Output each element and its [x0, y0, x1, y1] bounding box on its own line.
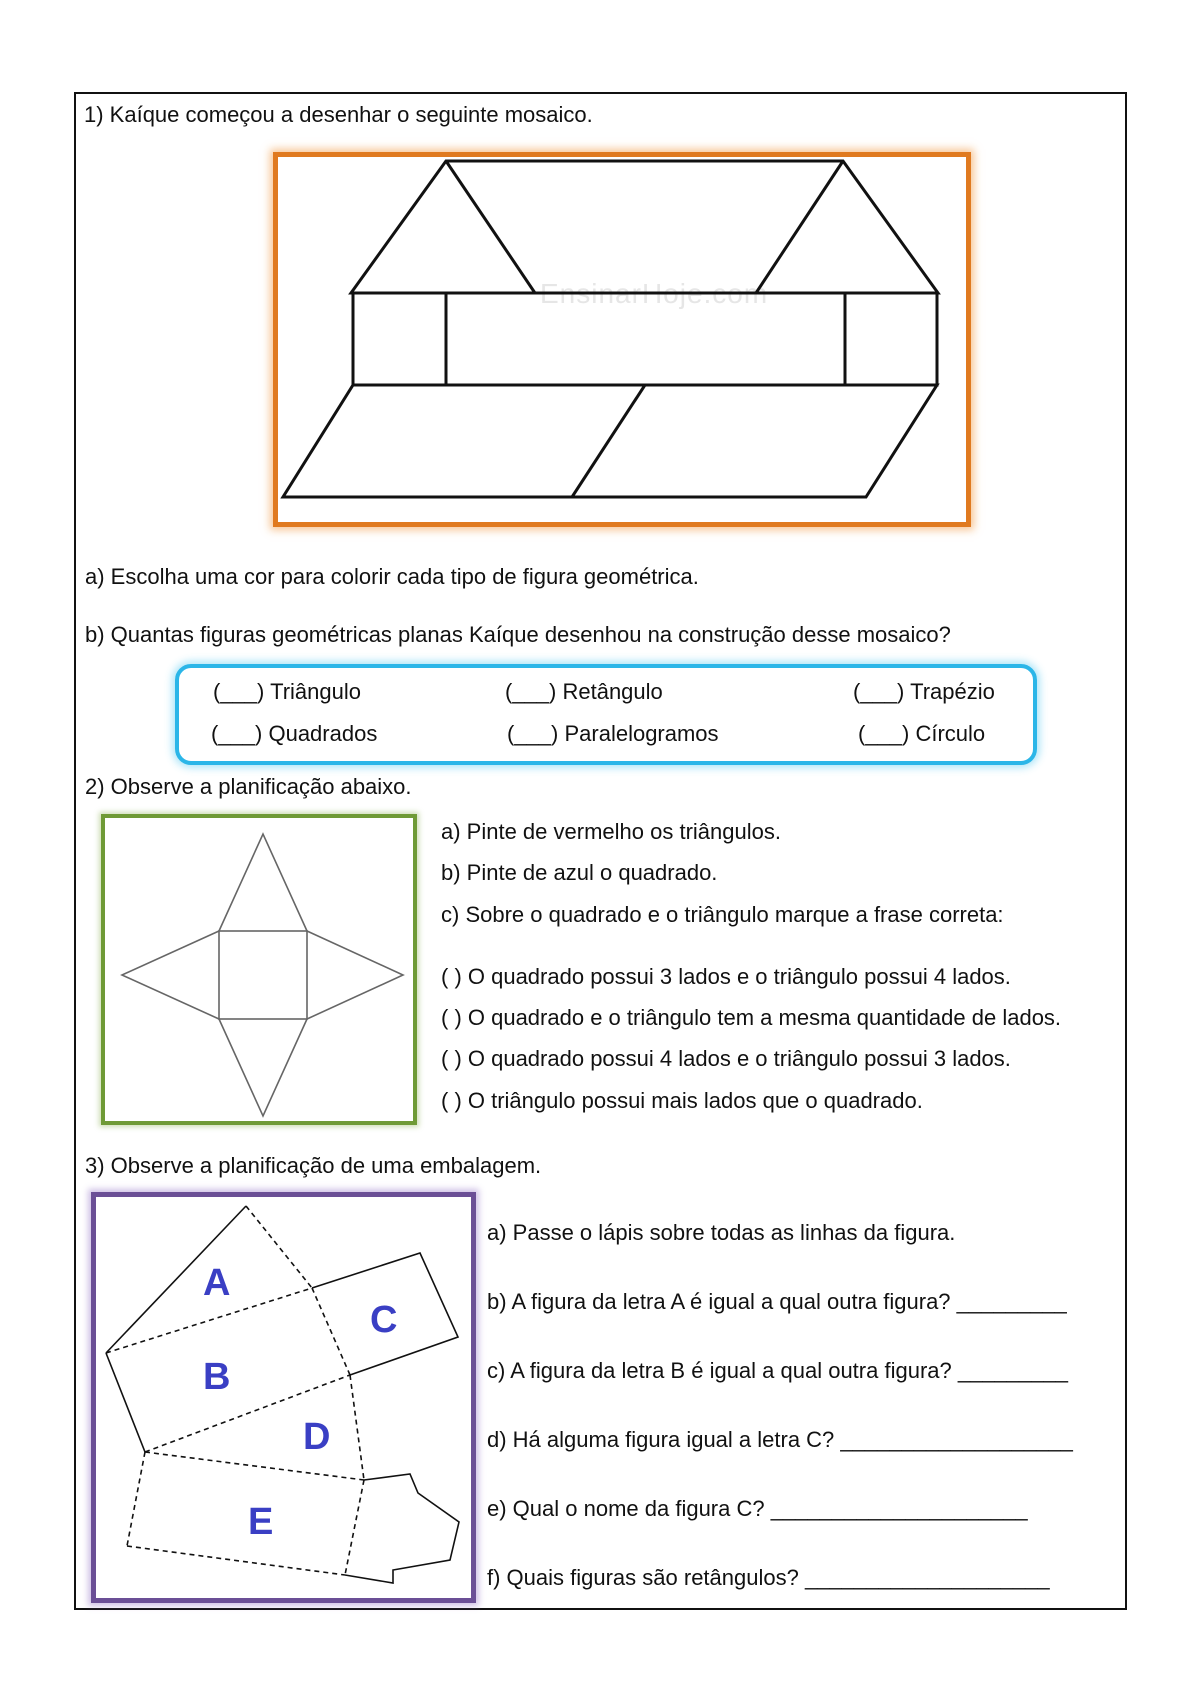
option-triangulo: (___) Triângulo [213, 679, 361, 704]
watermark: EnsinarHoje.com [540, 278, 769, 309]
q1-a-text: a) Escolha uma cor para colorir cada tipo de figura geométrica. [85, 564, 699, 589]
label-a: A [203, 1262, 231, 1304]
q3-b-text: b) A figura da letra A é igual a qual outra figura? _________ [487, 1289, 1067, 1314]
option-paralelogramos: (___) Paralelogramos [507, 721, 719, 746]
q2-choice-3: ( ) O quadrado possui 4 lados e o triângulo possui 3 lados. [441, 1046, 1011, 1071]
q3-f-text: f) Quais figuras são retângulos? ____________________ [487, 1565, 1050, 1590]
label-c: C [370, 1299, 398, 1341]
label-d: D [303, 1416, 331, 1458]
label-b: B [203, 1356, 231, 1398]
option-circulo: (___) Círculo [858, 721, 986, 746]
q2-choice-1: ( ) O quadrado possui 3 lados e o triângulo possui 4 lados. [441, 964, 1011, 989]
q2-b-text: b) Pinte de azul o quadrado. [441, 860, 718, 885]
option-quadrados: (___) Quadrados [211, 721, 378, 746]
q1-prompt: 1) Kaíque começou a desenhar o seguinte mosaico. [84, 102, 593, 127]
q2-c-text: c) Sobre o quadrado e o triângulo marque a frase correta: [441, 902, 1004, 927]
option-trapezio: (___) Trapézio [853, 679, 995, 704]
q3-d-text: d) Há alguma figura igual a letra C? ___________________ [487, 1427, 1073, 1452]
q2-choice-4: ( ) O triângulo possui mais lados que o quadrado. [441, 1088, 923, 1113]
q3-prompt: 3) Observe a planificação de uma embalagem. [85, 1153, 542, 1178]
q3-a-text: a) Passe o lápis sobre todas as linhas da figura. [487, 1220, 956, 1245]
q3-e-text: e) Qual o nome da figura C? _____________________ [487, 1496, 1028, 1521]
q2-choice-2: ( ) O quadrado e o triângulo tem a mesma quantidade de lados. [441, 1005, 1062, 1030]
q1-b-text: b) Quantas figuras geométricas planas Kaíque desenhou na construção desse mosaico? [85, 622, 951, 647]
q2-a-text: a) Pinte de vermelho os triângulos. [441, 819, 781, 844]
q3-c-text: c) A figura da letra B é igual a qual outra figura? _________ [487, 1358, 1068, 1383]
q2-prompt: 2) Observe a planificação abaixo. [85, 774, 412, 799]
option-retangulo: (___) Retângulo [505, 679, 663, 704]
label-e: E [248, 1501, 274, 1543]
